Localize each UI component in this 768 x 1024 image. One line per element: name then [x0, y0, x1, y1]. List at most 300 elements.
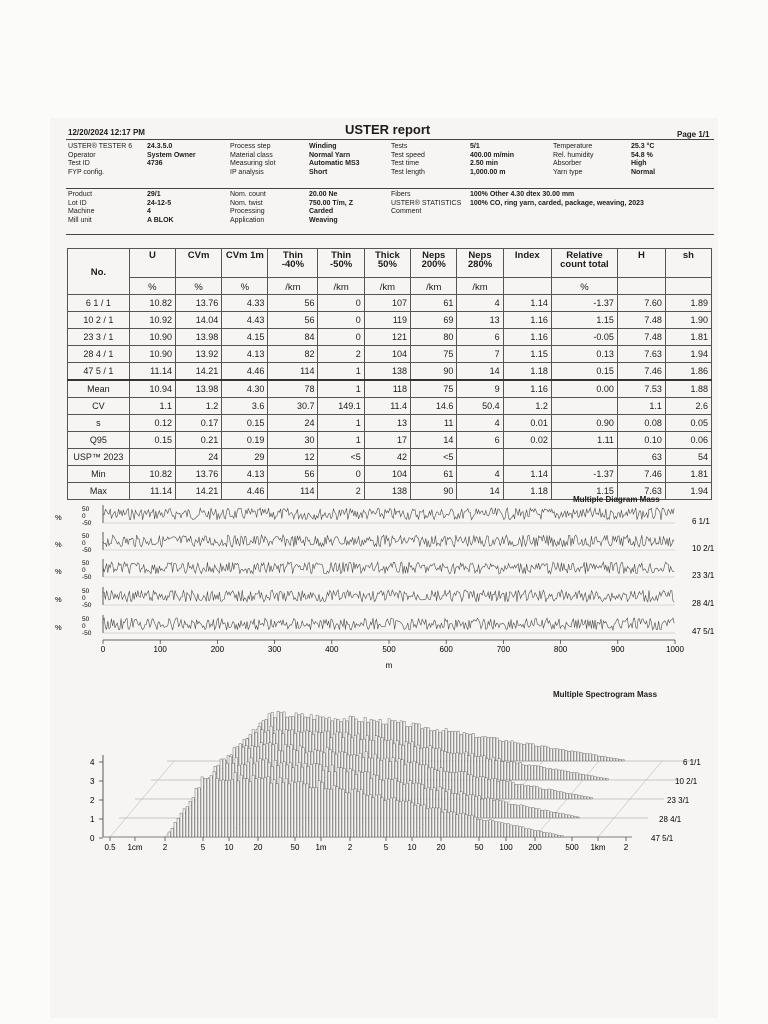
- spectrogram-bar: [544, 746, 546, 761]
- spectrogram-bar: [360, 790, 362, 837]
- spectrogram-bar: [495, 761, 497, 780]
- stat-cell: 42: [364, 449, 410, 466]
- diagram-ytick: 0: [82, 513, 86, 520]
- spectrogram-bar: [402, 801, 404, 837]
- table-cell: 10.90: [129, 329, 175, 346]
- diagram-trace: [103, 562, 674, 574]
- stat-cell: 3.6: [222, 398, 268, 415]
- spectrogram-bar: [526, 807, 528, 818]
- spectrogram-bar: [483, 756, 485, 780]
- spectrogram-bar: [500, 780, 502, 799]
- stat-cell: 0.15: [222, 415, 268, 432]
- spectrogram-bar: [563, 792, 565, 799]
- spectrogram-bar: [534, 765, 536, 780]
- table-row: [68, 363, 712, 381]
- diagram-xtick: 700: [496, 645, 511, 654]
- spectrogram-track-label: 10 2/1: [675, 777, 698, 786]
- spectrogram-bar: [592, 755, 594, 761]
- spectrogram-bar: [291, 781, 293, 837]
- spectrogram-bar: [549, 833, 551, 837]
- multiple-spectrogram-mass: [0, 705, 768, 875]
- spectrogram-bar: [606, 779, 608, 780]
- table-cell: 7.60: [617, 295, 665, 312]
- spectrogram-bar: [600, 778, 602, 780]
- spectrogram-bar: [597, 777, 599, 780]
- spectrogram-bar: [561, 836, 563, 837]
- spectrogram-bar: [399, 802, 401, 837]
- spectrogram-bar: [574, 816, 576, 818]
- report-date: 12/20/2024 12:17 PM: [68, 128, 145, 137]
- table-cell: 107: [364, 295, 410, 312]
- spectrogram-bar: [180, 813, 182, 837]
- diagram-ytick: 50: [82, 616, 90, 623]
- spectrogram-bar: [306, 784, 308, 837]
- spectrogram-bar: [486, 821, 488, 837]
- stat-cell: 0.90: [551, 415, 617, 432]
- spectrogram-bar: [552, 834, 554, 837]
- table-cell: 1.18: [503, 363, 551, 381]
- diagram-trace: [103, 590, 674, 602]
- meta-value: System Owner: [147, 151, 196, 159]
- stat-cell: 2: [318, 483, 364, 500]
- spectrogram-bar: [465, 814, 467, 837]
- spectrogram-track-label: 47 5/1: [651, 834, 674, 843]
- column-header: Index: [503, 249, 551, 278]
- spectrogram-xtick: 10: [224, 843, 234, 852]
- stat-label: CV: [68, 398, 130, 415]
- stat-cell: 118: [364, 380, 410, 398]
- spectrogram-bar: [207, 779, 209, 837]
- spectrogram-xtick: 500: [565, 843, 579, 852]
- table-cell: 69: [411, 312, 457, 329]
- spectrogram-bar: [577, 817, 579, 818]
- table-row: [68, 346, 712, 363]
- table-cell: 1.89: [665, 295, 711, 312]
- stat-cell: 90: [411, 483, 457, 500]
- spectrogram-bar: [524, 786, 526, 799]
- spectrogram-bar: [511, 741, 513, 761]
- spectrogram-bar: [234, 773, 236, 837]
- diagram-unit: %: [55, 513, 62, 522]
- spectrogram-bar: [497, 781, 499, 799]
- spectrogram-bar: [561, 770, 563, 780]
- stat-cell: -1.37: [551, 466, 617, 483]
- report-title: USTER report: [345, 122, 431, 137]
- spectrogram-bar: [210, 775, 212, 837]
- spectrogram-bar: [548, 789, 550, 799]
- spectrogram-bar: [587, 797, 589, 799]
- table-cell: 1.16: [503, 312, 551, 329]
- column-unit: /km: [411, 278, 457, 295]
- diagram-xtick: 900: [611, 645, 625, 654]
- spectrogram-bar: [450, 812, 452, 837]
- spectrogram-bar: [481, 799, 483, 818]
- spectrogram-bar: [486, 759, 488, 780]
- stat-cell: 0.05: [665, 415, 711, 432]
- spectrogram-bar: [282, 782, 284, 837]
- stat-cell: 24: [268, 415, 318, 432]
- table-cell: 10.82: [129, 295, 175, 312]
- column-unit: [503, 278, 551, 295]
- table-cell: 0: [318, 295, 364, 312]
- meta-label: Test ID: [68, 160, 90, 168]
- spectrogram-xtick: 1km: [590, 843, 606, 852]
- stat-cell: 1: [318, 380, 364, 398]
- spectrogram-bar: [547, 747, 549, 761]
- stat-cell: 0.08: [617, 415, 665, 432]
- meta-label: Tests: [391, 143, 408, 150]
- stat-cell: 30.7: [268, 398, 318, 415]
- spectrogram-bar: [566, 793, 568, 799]
- spectrogram-bar: [519, 827, 521, 837]
- spectrogram-bar: [318, 781, 320, 837]
- meta-value: 20.00 Ne: [309, 191, 338, 198]
- spectrogram-bar: [375, 795, 377, 837]
- meta-label: Nom. count: [230, 191, 266, 198]
- spectrogram-bar: [516, 826, 518, 837]
- meta-label: Process step: [230, 143, 271, 150]
- stat-row: [68, 432, 712, 449]
- spectrogram-bar: [345, 793, 347, 837]
- meta-value: 24-12-5: [147, 199, 172, 207]
- spectrogram-bar: [535, 808, 537, 818]
- meta-value: Short: [309, 168, 328, 176]
- spectrogram-xtick: 2: [623, 843, 629, 852]
- spectrogram-bar: [506, 781, 508, 799]
- spectrogram-bar: [510, 825, 512, 837]
- diagram-trace: [103, 618, 674, 630]
- spectrogram-bar: [585, 775, 587, 780]
- table-cell: 13.92: [176, 346, 222, 363]
- spectrogram-bar: [171, 828, 173, 837]
- table-cell: 13.76: [176, 295, 222, 312]
- spectrogram-bar: [168, 832, 170, 837]
- spectrogram-bar: [336, 787, 338, 837]
- table-cell: 0: [318, 312, 364, 329]
- spectrogram-bar: [507, 762, 509, 780]
- spectrogram-bar: [477, 819, 479, 837]
- spectrogram-bar: [595, 755, 597, 761]
- diagram-unit: %: [55, 540, 62, 549]
- table-cell: 121: [364, 329, 410, 346]
- spectrogram-bar: [541, 746, 543, 761]
- spectrogram-bar: [545, 790, 547, 799]
- spectrogram-bar: [498, 822, 500, 837]
- spectrogram-track-label: 6 1/1: [683, 758, 701, 767]
- spectrogram-bar: [321, 782, 323, 837]
- spectrogram-bar: [423, 805, 425, 837]
- stat-cell: [551, 398, 617, 415]
- stat-cell: 1.94: [665, 483, 711, 500]
- table-body: [68, 295, 712, 500]
- spectrogram-bar: [565, 815, 567, 818]
- meta-label: Test speed: [391, 151, 425, 159]
- spectrogram-bar: [432, 808, 434, 837]
- spectrogram-bar: [553, 749, 555, 761]
- spectrogram-bar: [517, 805, 519, 818]
- spectrogram-bar: [622, 760, 624, 761]
- stat-label: Max: [68, 483, 130, 500]
- spectrogram-xtick: 10: [407, 843, 417, 852]
- spectrogram-bar: [564, 771, 566, 780]
- column-header: H: [617, 249, 665, 278]
- spectrogram-bar: [559, 814, 561, 818]
- spectrogram-bar: [528, 829, 530, 837]
- spectrogram-bar: [216, 778, 218, 837]
- stat-cell: 1.1: [617, 398, 665, 415]
- row-label: 6 1 / 1: [68, 295, 130, 312]
- spectrogram-bar: [610, 758, 612, 761]
- spectrogram-bar: [456, 815, 458, 837]
- meta-value: 24.3.5.0: [147, 143, 173, 150]
- stat-cell: 11.4: [364, 398, 410, 415]
- spectrogram-bar: [570, 773, 572, 780]
- spectrogram-xtick: 1cm: [127, 843, 143, 852]
- spectrogram-bar: [525, 765, 527, 780]
- spectrogram-xtick: 1m: [315, 843, 327, 852]
- spectrogram-bar: [237, 781, 239, 837]
- spectrogram-bar: [342, 789, 344, 837]
- table-cell: 7.48: [617, 312, 665, 329]
- stat-cell: 0.06: [665, 432, 711, 449]
- table-header-row: [68, 249, 712, 278]
- stat-row: [68, 449, 712, 466]
- spectrogram-bar: [252, 775, 254, 837]
- stat-cell: 13: [364, 415, 410, 432]
- meta-label: USTER® TESTER 6: [68, 143, 133, 150]
- spectrogram-bar: [303, 784, 305, 837]
- meta-value: 25.3 °C: [631, 143, 655, 150]
- spectrogram-bar: [591, 776, 593, 780]
- meta-label: Machine: [68, 208, 95, 216]
- diagram-xtick: 500: [382, 645, 396, 654]
- spectrogram-bar: [537, 831, 539, 837]
- spectrogram-bar: [510, 762, 512, 780]
- table-cell: 1: [318, 363, 364, 381]
- diagram-ytick: 50: [82, 560, 90, 567]
- spectrogram-bar: [613, 758, 615, 761]
- spectrogram-bar: [489, 819, 491, 837]
- spectrogram-bar: [498, 759, 500, 780]
- table-cell: 114: [268, 363, 318, 381]
- table-cell: 4.15: [222, 329, 268, 346]
- spectrogram-bar: [477, 756, 479, 780]
- spectrogram-bar: [195, 788, 197, 837]
- spectrogram-bar: [186, 807, 188, 837]
- table-cell: 1.15: [551, 312, 617, 329]
- spectrogram-bar: [579, 774, 581, 780]
- spectrogram-bar: [558, 770, 560, 780]
- spectrogram-bar: [480, 819, 482, 837]
- stat-cell: 1.88: [665, 380, 711, 398]
- spectrogram-bar: [484, 798, 486, 818]
- spectrogram-bar: [499, 800, 501, 818]
- spectrogram-bar: [258, 777, 260, 837]
- spectrogram-bar: [471, 815, 473, 837]
- meta-label: Lot ID: [68, 199, 87, 207]
- spectrogram-bar: [273, 780, 275, 837]
- spectrogram-bar: [502, 801, 504, 818]
- spectrogram-bar: [270, 783, 272, 837]
- stat-cell: 75: [411, 380, 457, 398]
- spectrogram-bar: [559, 749, 561, 761]
- spectrogram-bar: [520, 744, 522, 761]
- spectrogram-bar: [324, 789, 326, 837]
- stat-cell: 4: [457, 466, 503, 483]
- spectrogram-bar: [511, 804, 513, 818]
- spectrogram-bar: [426, 808, 428, 837]
- stat-cell: 1: [318, 415, 364, 432]
- column-unit: [665, 278, 711, 295]
- spectrogram-xtick: 2: [347, 843, 353, 852]
- meta-value: 29/1: [147, 191, 161, 198]
- spectrogram-bar: [586, 754, 588, 761]
- spectrogram-bar: [372, 798, 374, 837]
- spectrogram-bar: [583, 753, 585, 761]
- spectrogram-bar: [261, 778, 263, 837]
- spectrogram-bar: [369, 795, 371, 837]
- spectrogram-bar: [546, 833, 548, 837]
- table-cell: 61: [411, 295, 457, 312]
- table-cell: 11.14: [129, 363, 175, 381]
- stat-cell: <5: [411, 449, 457, 466]
- meta-value: 2.50 min: [470, 160, 499, 168]
- stat-cell: 114: [268, 483, 318, 500]
- stat-cell: [503, 449, 551, 466]
- column-unit: /km: [457, 278, 503, 295]
- stat-cell: 1.14: [503, 466, 551, 483]
- spectrogram-bar: [539, 788, 541, 799]
- spectrogram-bar: [541, 810, 543, 818]
- stat-cell: 63: [617, 449, 665, 466]
- table-cell: 4.46: [222, 363, 268, 381]
- table-cell: 1.16: [503, 329, 551, 346]
- spectrogram-bar: [495, 822, 497, 837]
- table-cell: 1.14: [503, 295, 551, 312]
- column-unit: %: [551, 278, 617, 295]
- diagram-title: Multiple Diagram Mass: [573, 495, 660, 504]
- spectrogram-bar: [549, 768, 551, 780]
- spectrogram-bar: [556, 812, 558, 818]
- spectrogram-bar: [420, 806, 422, 837]
- stat-label: s: [68, 415, 130, 432]
- spectrogram-bar: [480, 756, 482, 780]
- spectrogram-bar: [532, 808, 534, 818]
- spectrogram-bar: [529, 744, 531, 761]
- spectrogram-bar: [219, 780, 221, 837]
- spectrogram-bar: [582, 774, 584, 780]
- diagram-xtick: 800: [553, 645, 568, 654]
- table-row: [68, 295, 712, 312]
- stat-cell: 6: [457, 432, 503, 449]
- spectrogram-bar: [189, 801, 191, 837]
- diagram-xtick: 1000: [666, 645, 684, 654]
- spectrogram-bar: [519, 762, 521, 780]
- spectrogram-bar: [309, 788, 311, 837]
- table-cell: 7: [457, 346, 503, 363]
- spectrogram-bar: [381, 798, 383, 837]
- column-unit: /km: [318, 278, 364, 295]
- spectrogram-title: Multiple Spectrogram Mass: [553, 690, 658, 699]
- spectrogram-bar: [546, 769, 548, 780]
- spectrogram-bar: [192, 797, 194, 837]
- meta-label: Comment: [391, 208, 422, 216]
- stat-cell: 0.02: [503, 432, 551, 449]
- spectrogram-xtick: 50: [474, 843, 484, 852]
- stat-cell: 1.18: [503, 483, 551, 500]
- table-cell: 14: [457, 363, 503, 381]
- stat-cell: 9: [457, 380, 503, 398]
- spectrogram-bar: [556, 749, 558, 761]
- table-cell: 14.21: [176, 363, 222, 381]
- stat-cell: 4: [457, 415, 503, 432]
- meta-bottom-rule: [66, 234, 714, 235]
- diagram-xtick: 100: [153, 645, 167, 654]
- table-cell: 4.33: [222, 295, 268, 312]
- table-cell: 90: [411, 363, 457, 381]
- table-cell: 138: [364, 363, 410, 381]
- spectrogram-bar: [560, 792, 562, 799]
- spectrogram-xtick: 50: [290, 843, 300, 852]
- column-header: CVm 1m: [222, 249, 268, 278]
- spectrogram-bar: [584, 796, 586, 799]
- spectrogram-bar: [204, 778, 206, 837]
- spectrogram-bar: [512, 783, 514, 799]
- stat-cell: 149.1: [318, 398, 364, 415]
- column-header: No.: [68, 249, 130, 295]
- spectrogram-bar: [508, 742, 510, 761]
- spectrogram-bar: [496, 799, 498, 818]
- spectrogram-bar: [537, 766, 539, 780]
- meta-label: Application: [230, 216, 265, 224]
- stat-cell: 78: [268, 380, 318, 398]
- stat-row: [68, 380, 712, 398]
- diagram-xtick: 200: [210, 645, 225, 654]
- stat-cell: 14: [411, 432, 457, 449]
- stat-cell: 13.98: [176, 380, 222, 398]
- spectrogram-bar: [567, 771, 569, 780]
- spectrogram-bar: [604, 757, 606, 761]
- spectrogram-xtick: 0.5: [104, 843, 116, 852]
- stat-cell: 7.53: [617, 380, 665, 398]
- diagram-unit: %: [55, 623, 62, 632]
- spectrogram-ytick: 2: [90, 796, 95, 805]
- diagram-ytick: -50: [82, 574, 92, 581]
- meta-value: Weaving: [309, 216, 338, 224]
- meta-value: High: [631, 160, 647, 168]
- spectrogram-bar: [489, 759, 491, 780]
- spectrogram-bar: [553, 812, 555, 818]
- spectrogram-bar: [294, 782, 296, 837]
- meta-divider: [66, 188, 714, 189]
- spectrogram-bar: [523, 744, 525, 761]
- spectrogram-bar: [565, 750, 567, 761]
- spectrogram-bar: [562, 749, 564, 761]
- diagram-ytick: 50: [82, 588, 90, 595]
- table-cell: 0.15: [551, 363, 617, 381]
- spectrogram-bar: [575, 794, 577, 799]
- column-header: U: [129, 249, 175, 278]
- column-unit: [617, 278, 665, 295]
- stat-cell: 7.63: [617, 483, 665, 500]
- spectrogram-bar: [505, 802, 507, 818]
- spectrogram-bar: [555, 769, 557, 780]
- spectrogram-bar: [483, 820, 485, 837]
- spectrogram-bar: [505, 740, 507, 761]
- diagram-xtick: 0: [100, 645, 106, 654]
- row-label: 23 3 / 1: [68, 329, 130, 346]
- stat-cell: 14: [457, 483, 503, 500]
